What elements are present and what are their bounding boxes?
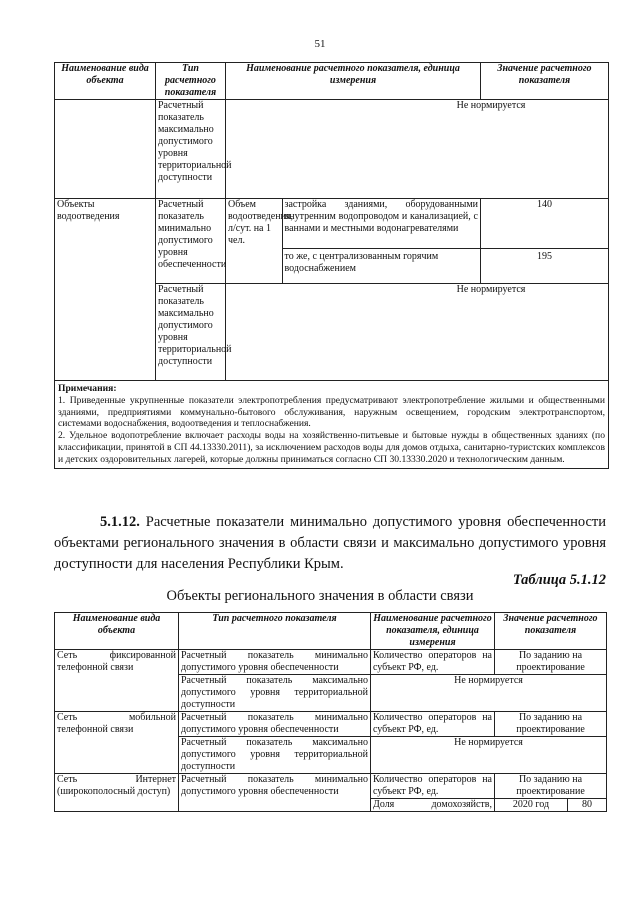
cell-indicator — [226, 199, 481, 284]
notes-row — [55, 381, 609, 469]
header-value: Значение расчетного показателя — [495, 613, 607, 650]
cell-value: Не нормируется — [226, 284, 609, 381]
table-header-row — [55, 63, 609, 100]
header-object: Наименование вида объекта — [55, 63, 156, 100]
table-row — [55, 774, 607, 799]
communications-table — [54, 612, 607, 812]
cell-value: По заданию на проектирование — [495, 774, 607, 799]
cell-object — [55, 100, 156, 199]
header-type: Тип расчетного показателя — [179, 613, 371, 650]
cell-value: Не нормируется — [371, 675, 607, 712]
cell-object: Сеть Интернет (широкополосный доступ) — [55, 774, 179, 812]
cell-value — [481, 199, 609, 284]
table-row — [55, 712, 607, 737]
cell-type: Расчетный показатель максимально допустимого уровня территориальной доступности — [156, 284, 226, 381]
cell-indicator: Доля домохозяйств, — [371, 799, 495, 812]
cell-type: Расчетный показатель минимально допустимого уровня обеспеченности — [179, 650, 371, 675]
header-object: Наименование вида объекта — [55, 613, 179, 650]
header-value: Значение расчетного показателя — [481, 63, 609, 100]
header-type: Тип расчетного показателя — [156, 63, 226, 100]
table-caption: Таблица 5.1.12 — [512, 572, 606, 588]
year-value: 80 — [582, 799, 592, 810]
cell-indicator: Количество операторов на субъект РФ, ед. — [371, 774, 495, 799]
cell-value: По заданию на проектирование — [495, 650, 607, 675]
cell-type: Расчетный показатель минимально допустимого уровня обеспеченности — [179, 774, 371, 812]
table-row — [55, 199, 609, 284]
cell-object: Объекты водоотведения — [55, 199, 156, 381]
water-table — [54, 62, 609, 469]
value-sub2: 195 — [537, 251, 552, 262]
cell-value: По заданию на проектирование — [495, 712, 607, 737]
cell-type: Расчетный показатель минимально допустимого уровня обеспеченности — [179, 712, 371, 737]
table-title: Объекты регионального значения в области связи — [166, 588, 474, 604]
table-header-row — [55, 613, 607, 650]
page-number: 51 — [314, 38, 326, 50]
header-indicator: Наименование расчетного показателя, единица измерения — [226, 63, 481, 100]
cell-object: Сеть фиксированной телефонной связи — [55, 650, 179, 712]
cell-indicator: Количество операторов на субъект РФ, ед. — [371, 650, 495, 675]
table-row — [55, 650, 607, 675]
indicator-sub1: застройка зданиями, оборудованными внутренним водопроводом и канализацией, с ваннами и местными водонагревателями — [283, 199, 481, 249]
note-1: 1. Приведенные укрупненные показатели электропотребления предусматривают электропотребление жилыми и общественными зданиями, предприятиями коммунально-бытового обслуживания, наружным освещением, городским электротранспортом, системами водоснабжения, водоотведения и теплоснабжения. — [58, 394, 605, 430]
cell-value — [495, 799, 607, 812]
note-2: 2. Удельное водопотребление включает расходы воды на хозяйственно-питьевые и бытовые нужды в общественных зданиях (по классификации, принятой в СП 44.13330.2011), за исключением расходов воды для домов отдыха, санитарно-туристских комплексов и детских оздоровительных лагерей, которые должны приниматься согласно СП 30.13330.2020 и технологическим данным. — [58, 430, 605, 465]
value-sub1: 140 — [481, 199, 608, 249]
cell-object: Сеть мобильной телефонной связи — [55, 712, 179, 774]
section-text: Расчетные показатели минимально допустимого уровня обеспеченности объектами регионального значения в области связи и максимально допустимого уровня доступности для населения Республики Крым. — [54, 514, 606, 572]
cell-type: Расчетный показатель максимально допустимого уровня территориальной доступности — [156, 100, 226, 199]
year-label: 2020 год — [495, 799, 568, 811]
indicator-name: Объем водоотведения, л/сут. на 1 чел. — [226, 199, 282, 283]
notes — [55, 381, 609, 469]
cell-type: Расчетный показатель максимально допустимого уровня территориальной доступности — [179, 737, 371, 774]
notes-title: Примечания: — [58, 383, 117, 394]
section-paragraph — [54, 512, 606, 575]
section-number: 5.1.12. — [100, 514, 140, 530]
table-row — [55, 100, 609, 199]
cell-value: Не нормируется — [226, 100, 609, 199]
indicator-sub2: то же, с централизованным горячим водоснабжением — [284, 251, 439, 274]
cell-indicator: Количество операторов на субъект РФ, ед. — [371, 712, 495, 737]
cell-type: Расчетный показатель минимально допустимого уровня обеспеченности — [156, 199, 226, 284]
cell-value: Не нормируется — [371, 737, 607, 774]
cell-type: Расчетный показатель максимально допустимого уровня территориальной доступности — [179, 675, 371, 712]
header-indicator: Наименование расчетного показателя, единица измерения — [371, 613, 495, 650]
